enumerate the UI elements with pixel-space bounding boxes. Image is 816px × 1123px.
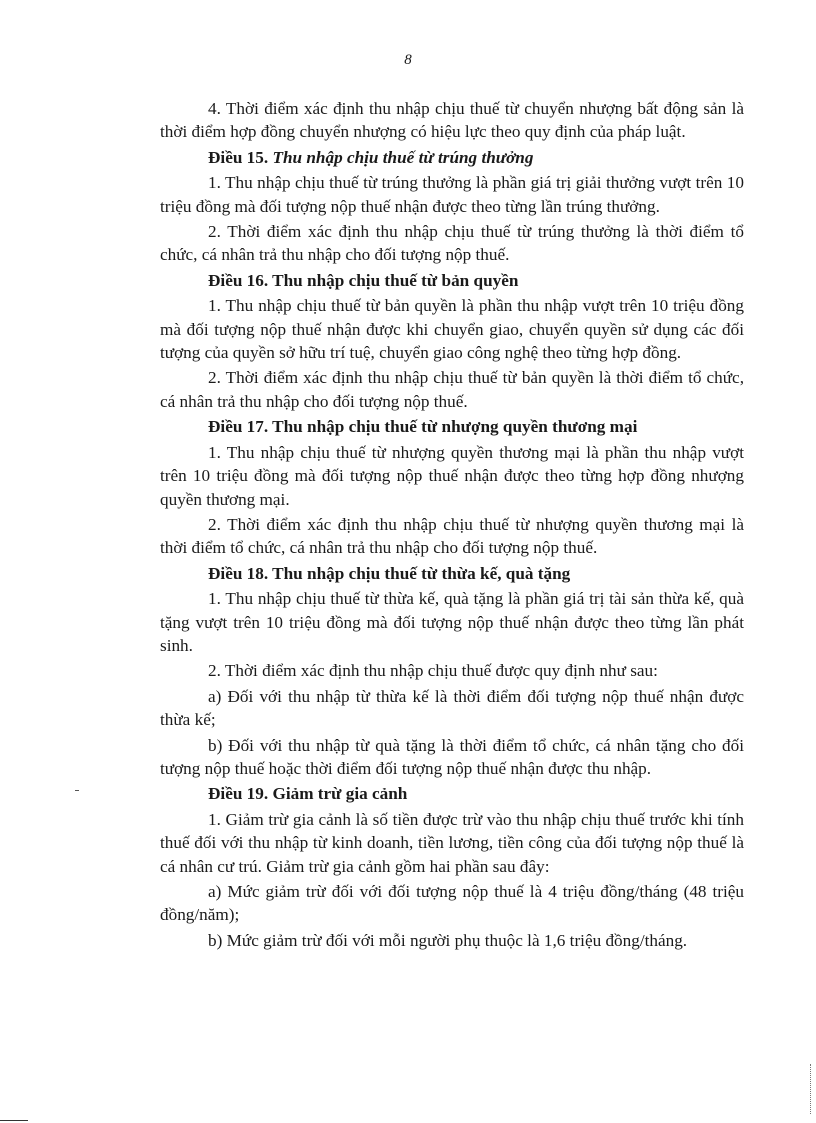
article-label: Điều 18. [208,563,269,583]
paragraph: 1. Giảm trừ gia cảnh là số tiền được trừ vào thu nhập chịu thuế trước khi tính thuế đối với thu nhập từ kinh doanh, tiền lương, tiền công của đối tượng nộp thuế là cá nhân cư trú. Giảm trừ gia cảnh gồm hai phần sau đây: [160,809,744,876]
article-label: Điều 15. [208,147,269,167]
paragraph: b) Đối với thu nhập từ quà tặng là thời điểm tổ chức, cá nhân tặng cho đối tượng nộp thuế hoặc thời điểm đối tượng nộp thuế nhận được thu nhập. [160,735,744,778]
page-number: 8 [404,52,412,68]
paragraph: 2. Thời điểm xác định thu nhập chịu thuế từ bản quyền là thời điểm tổ chức, cá nhân trả thu nhập cho đối tượng nộp thuế. [160,368,744,411]
article-title: Thu nhập chịu thuế từ bản quyền [272,270,519,290]
paragraph: 1. Thu nhập chịu thuế từ nhượng quyền thương mại là phần thu nhập vượt trên 10 triệu đồng mà đối tượng nộp thuế nhận được theo từng hợp đồng nhượng quyền thương mại. [160,442,744,509]
paragraph: a) Đối với thu nhập từ thừa kế là thời điểm đối tượng nộp thuế nhận được thừa kế; [160,686,744,730]
article-label: Điều 16. [208,270,269,290]
article-title: Thu nhập chịu thuế từ thừa kế, quà tặng [272,563,571,583]
paragraph: 2. Thời điểm xác định thu nhập chịu thuế từ nhượng quyền thương mại là thời điểm tổ chức, cá nhân trả thu nhập cho đối tượng nộp thuế. [160,514,744,558]
paragraph: 4. Thời điểm xác định thu nhập chịu thuế từ chuyển nhượng bất động sản là thời điểm hợp đồng chuyển nhượng có hiệu lực theo quy định của pháp luật. [160,99,744,142]
article-heading-19 [160,782,744,805]
corner-line [0,1120,28,1121]
article-title: Giảm trừ gia cảnh [272,784,408,804]
margin-mark [75,790,79,791]
paragraph: 2. Thời điểm xác định thu nhập chịu thuế được quy định như sau: [208,661,658,681]
article-heading-15 [160,146,744,169]
article-heading-16 [160,269,744,292]
article-label: Điều 17. [208,417,269,437]
article-heading-18 [160,562,744,585]
paragraph: 2. Thời điểm xác định thu nhập chịu thuế từ trúng thưởng là thời điểm tổ chức, cá nhân trả thu nhập cho đối tượng nộp thuế. [160,222,744,265]
document-body [160,97,744,954]
paragraph: 1. Thu nhập chịu thuế từ bản quyền là phần thu nhập vượt trên 10 triệu đồng mà đối tượng nộp thuế nhận được khi chuyển giao, chuyển quyền sử dụng các đối tượng của quyền sở hữu trí tuệ, chuyển giao công nghệ theo từng hợp đồng. [160,296,744,363]
article-title: Thu nhập chịu thuế từ trúng thưởng [272,147,534,167]
article-label: Điều 19. [208,784,269,804]
paragraph: a) Mức giảm trừ đối với đối tượng nộp thuế là 4 triệu đồng/tháng (48 triệu đồng/năm); [160,882,744,925]
paragraph: b) Mức giảm trừ đối với mỗi người phụ thuộc là 1,6 triệu đồng/tháng. [208,930,688,950]
article-title: Thu nhập chịu thuế từ nhượng quyền thương mại [272,417,638,437]
paragraph: 1. Thu nhập chịu thuế từ thừa kế, quà tặng là phần giá trị tài sản thừa kế, quà tặng vượt trên 10 triệu đồng mà đối tượng nộp thuế nhận được theo từng lần phát sinh. [160,589,744,655]
edge-marks [810,1064,813,1114]
paragraph: 1. Thu nhập chịu thuế từ trúng thưởng là phần giá trị giải thưởng vượt trên 10 triệu đồng mà đối tượng nộp thuế nhận được theo từng lần trúng thưởng. [160,173,744,216]
article-heading-17 [160,415,744,438]
